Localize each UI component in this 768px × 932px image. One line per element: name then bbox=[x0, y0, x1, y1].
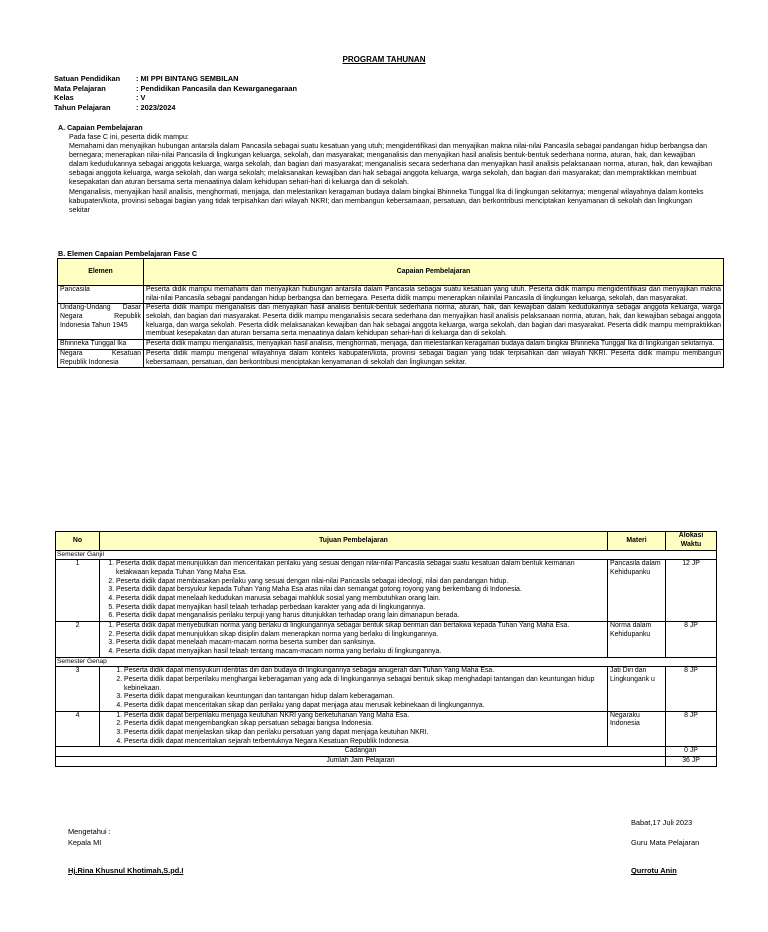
page-title: PROGRAM TAHUNAN bbox=[342, 55, 426, 64]
tujuan-cell bbox=[100, 560, 608, 622]
column-header-capaian: Capaian Pembelajaran bbox=[144, 259, 724, 286]
guru-label: Guru Mata Pelajaran bbox=[631, 838, 700, 847]
semester-row bbox=[56, 551, 717, 560]
section-b-heading: B. Elemen Capaian Pembelajaran Fase C bbox=[58, 249, 198, 258]
kepala-name: Hj.Rina Khusnul Khotimah,S.pd.I bbox=[68, 866, 184, 875]
table-row bbox=[56, 622, 717, 658]
meta-row bbox=[54, 93, 297, 103]
document-meta bbox=[54, 74, 297, 112]
cadangan-label: Cadangan bbox=[56, 747, 666, 757]
table-header-row bbox=[58, 259, 724, 286]
table-row bbox=[58, 304, 724, 340]
list-item: 4. Peserta didik dapat menceritakan sikap dan perilaku yang dapat menjaga atau merusak kebinekaan di lingkungannya. bbox=[124, 702, 605, 711]
meta-value: : Pendidikan Pancasila dan Kewarganegaraan bbox=[136, 83, 298, 93]
elemen-cell: Negara Kesatuan Republik Indonesia bbox=[58, 349, 144, 367]
list-item: 4. Peserta didik dapat menelaah kedudukan manusia sebagai mahkluk sosial yang membutuhkan orang lain. bbox=[116, 595, 605, 604]
meta-row bbox=[54, 74, 297, 84]
list-item: 1. Peserta didik dapat menunjukkan dan menceritakan perilaku yang sesuai dengan nilai-nilai Pancasila sebagai suatu kesatuan dalam bentuk keimanan ketakwaan kepada Tuhan Yang Maha Esa. bbox=[116, 560, 605, 577]
list-item: 3. Peserta didik dapat menelaah macam-macam norma beserta sumber dan sanksinya. bbox=[116, 639, 605, 648]
cadangan-row bbox=[56, 747, 717, 757]
materi-cell: Pancasila dalam Kehidupanku bbox=[608, 560, 666, 622]
meta-key: Mata Pelajaran bbox=[54, 83, 106, 93]
column-header-tujuan: Tujuan Pembelajaran bbox=[100, 532, 608, 551]
list-item: 2. Peserta didik dapat menunjukkan sikap disiplin dalam menerapkan norma yang berlaku di lingkungannya. bbox=[116, 631, 605, 640]
section-a-intro: Pada fase C ini, peserta didik mampu: bbox=[69, 133, 189, 142]
tujuan-cell bbox=[100, 622, 608, 658]
semester-label: Semester Ganjil bbox=[56, 551, 717, 560]
tujuan-cell bbox=[100, 667, 608, 711]
meta-key: Kelas bbox=[54, 93, 74, 103]
semester-row bbox=[56, 657, 717, 666]
list-item: 3. Peserta didik dapat menjelaskan sikap dan perilaku persatuan yang dapat menjaga keutuhan NKRI. bbox=[124, 729, 605, 738]
table-row bbox=[56, 560, 717, 622]
table-row bbox=[56, 711, 717, 747]
guru-name: Qurrotu Anin bbox=[631, 866, 677, 875]
semester-label: Semester Genap bbox=[56, 657, 717, 666]
table-row bbox=[58, 286, 724, 304]
total-row bbox=[56, 757, 717, 767]
elemen-cell: Pancasila bbox=[58, 286, 144, 304]
list-item: 2. Peserta didik dapat membiasakan perilaku yang sesuai dengan nilai-nilai Pancasila sebagai ideologi, nilai dan pandangan hidup. bbox=[116, 578, 605, 587]
capaian-cell: Peserta didik mampu memahami dan menyajikan hubungan antarsila dalam Pancasila sebagai suatu kesatuan yang utuh. Peserta didik mampu mengidentifikasi dan menyajikan makna nilai-nilai Pancasila sebagai pandangan hidup berbangsa dan bernegara. Peserta didik mampu menerapkan nilainilai Pancasila di lingkungan keluarga, sekolah, dan masyarakat. bbox=[144, 286, 724, 304]
section-a-paragraph: Menganalisis, menyajikan hasil analisis, menghormati, menjaga, dan melestarikan keragaman budaya dalam bingkai Bhinneka Tunggal Ika di lingkungan sekitarnya; mengenal wilayahnya dalam konteks kabupaten/kota, provinsi sebagai bagian yang tidak terpisahkan dari wilayah NKRI; dan membangun kebersamaan, persatuan, dan berkontribusi menciptakan kenyamanan di sekolah dan lingkungan sekitar bbox=[69, 187, 704, 214]
meta-row bbox=[54, 103, 297, 113]
table-row bbox=[56, 667, 717, 711]
elemen-table bbox=[57, 258, 724, 368]
capaian-cell: Peserta didik mampu menganalisis dan menyajikan hasil analisis bentuk-bentuk sederhana norma, aturan, hak, dan kewajiban dalam kedudukannya sebagai anggota keluarga, warga sekolah, dan bagian dari masyarakat. Peserta didik mampu menganalisis secara sederhana dan menyajikan hasil analisis pelaksanaan norma, aturan, hak, dan kewajiban sebagai anggota keluarga, dan warga sekolah. Peserta didik melaksanakan kewajiban dan hak sebagai anggota keluarga, warga sekolah, dan bagian dari masyarakat. Peserta didik mampu mempraktikkan membuat kesepakatan dan aturan bersama serta menaatinya dalam kehidupan sehari-hari di keluarga dan di sekolah. bbox=[144, 304, 724, 340]
list-item: 4. Peserta didik dapat menceritakan sejarah terbentuknya Negara Kesatuan Republik Indonesia bbox=[124, 738, 605, 747]
materi-cell: Negaraku Indonesia bbox=[608, 711, 666, 747]
section-a-heading: A. Capaian Pembelajaran bbox=[58, 124, 143, 132]
materi-cell: Norma dalam Kehidupanku bbox=[608, 622, 666, 658]
meta-value: : MI PPI BINTANG SEMBILAN bbox=[136, 74, 239, 83]
jumlah-label: Jumlah Jam Pelajaran bbox=[56, 757, 666, 767]
place-date: Babat,17 Juli 2023 bbox=[631, 818, 693, 827]
capaian-cell: Peserta didik mampu mengenal wilayahnya dalam konteks kabupaten/kota, provinsi sebagai bagian yang tidak terpisahkan dari wilayah NKRI. Peserta didik mampu membangun kebersamaan, persatuan, dan berkontribusi menciptakan kenyamanan di sekolah dan lingkungan sekitar. bbox=[144, 349, 724, 367]
meta-value: : 2023/2024 bbox=[136, 102, 176, 112]
row-number: 4 bbox=[56, 711, 100, 747]
kepala-label: Kepala MI bbox=[68, 838, 102, 847]
column-header-elemen: Elemen bbox=[58, 259, 144, 286]
elemen-cell: Undang-Undang Dasar Negara Republik Indonesia Tahun 1945 bbox=[58, 304, 144, 340]
list-item: 1. Peserta didik dapat mensyukuri identitas diri dan budaya di lingkungannya sebagai anugerah dari Tuhan Yang Maha Esa. bbox=[124, 667, 605, 676]
column-header-materi: Materi bbox=[608, 532, 666, 551]
list-item: 2. Peserta didik dapat berperilaku menghargai keberagaman yang ada di lingkungannya sebagai bentuk sikap menghadapi tantangan dan keuntungan hidup kebinekaan. bbox=[124, 676, 605, 693]
table-row bbox=[58, 349, 724, 367]
list-item: 3. Peserta didik dapat menguraikan keuntungan dan tantangan hidup dalam keberagaman. bbox=[124, 693, 605, 702]
list-item: 1. Peserta didik dapat berperilaku menjaga keutuhan NKRI yang berketuhanan Yang Maha Esa. bbox=[124, 712, 605, 721]
capaian-cell: Peserta didik mampu menganalisis, menyajikan hasil analisis, menghormati, menjaga, dan melestarikan keragaman budaya dalam bingkai Bhinneka Tunggal Ika di lingkungan sekitarnya. bbox=[144, 340, 724, 350]
tujuan-pembelajaran-table bbox=[55, 531, 717, 767]
meta-value: : V bbox=[136, 93, 146, 103]
list-item: 6. Peserta didik dapat menganalisis perilaku terpuji yang harus ditunjukkan terhadap orang lain dimanapun berada. bbox=[116, 612, 605, 621]
alokasi-cell: 8 JP bbox=[666, 711, 717, 747]
meta-key: Satuan Pendidikan bbox=[54, 74, 121, 83]
tujuan-cell bbox=[100, 711, 608, 747]
alokasi-cell: 8 JP bbox=[666, 667, 717, 711]
elemen-cell: Bhinneka Tunggal Ika bbox=[58, 340, 144, 350]
capaian-pembelajaran-section bbox=[58, 124, 714, 215]
column-header-alokasi: Alokasi Waktu bbox=[666, 532, 717, 551]
alokasi-cell: 8 JP bbox=[666, 622, 717, 658]
jumlah-value: 36 JP bbox=[666, 757, 717, 767]
table-row bbox=[58, 340, 724, 350]
row-number: 2 bbox=[56, 622, 100, 658]
cadangan-value: 0 JP bbox=[666, 747, 717, 757]
column-header-no: No bbox=[56, 532, 100, 551]
list-item: 1. Peserta didik dapat menyebutkan norma yang berlaku di lingkungannya sebagai bentuk sikap beriman dan bertakwa kepada Tuhan Yang Maha Esa. bbox=[116, 622, 605, 631]
list-item: 5. Peserta didik dapat menyajikan hasil telaah terhadap perbedaan karakter yang ada di lingkungannya. bbox=[116, 604, 605, 613]
materi-cell: Jati Diri dan Lingkungank u bbox=[608, 667, 666, 711]
row-number: 3 bbox=[56, 667, 100, 711]
row-number: 1 bbox=[56, 560, 100, 622]
list-item: 4. Peserta didik dapat menyajikan hasil telaah tentang macam-macam norma yang berlaku di lingkungannya. bbox=[116, 648, 605, 657]
list-item: 3. Peserta didik dapat bersyukur kepada Tuhan Yang Maha Esa atas nilai dan semangat gotong royong yang berkembang di Indonesia. bbox=[116, 586, 605, 595]
meta-row bbox=[54, 84, 297, 94]
mengetahui-label: Mengetahui : bbox=[68, 827, 111, 836]
section-a-paragraph: Memahami dan menyajikan hubungan antarsila dalam Pancasila sebagai suatu kesatuan yang utuh; mengidentifikasi dan menyajikan makna nilai-nilai Pancasila sebagai pandangan hidup berbangsa dan bernegara; menerapkan nilai-nilai Pancasila di lingkungan keluarga, sekolah, dan masyarakat; menganalisis dan menyajikan hasil analisis bentuk-bentuk sederhana norma, aturan, hak, dan kewajiban dalam kedudukannya sebagai anggota keluarga, warga sekolah, dan bagian dari masyarakat; menganalisis secara sederhana dan menyajikan hasil analisis pelaksanaan norma, aturan, hak, dan kewajiban sebagai anggota keluarga, warga sekolah, dan warga sekolah; melaksanakan kewajiban dan hak sebagai anggota keluarga, warga sekolah, dan bagian dari masyarakat; dan mempraktikkan membuat kesepakatan dan aturan bersama serta menaatinya dalam kehidupan sehari-hari di keluarga dan di sekolah. bbox=[69, 142, 713, 187]
list-item: 2. Peserta didik dapat mengembangkan sikap persatuan sebagai bangsa Indonesia. bbox=[124, 720, 605, 729]
table-header-row bbox=[56, 532, 717, 551]
meta-key: Tahun Pelajaran bbox=[54, 102, 111, 112]
alokasi-cell: 12 JP bbox=[666, 560, 717, 622]
